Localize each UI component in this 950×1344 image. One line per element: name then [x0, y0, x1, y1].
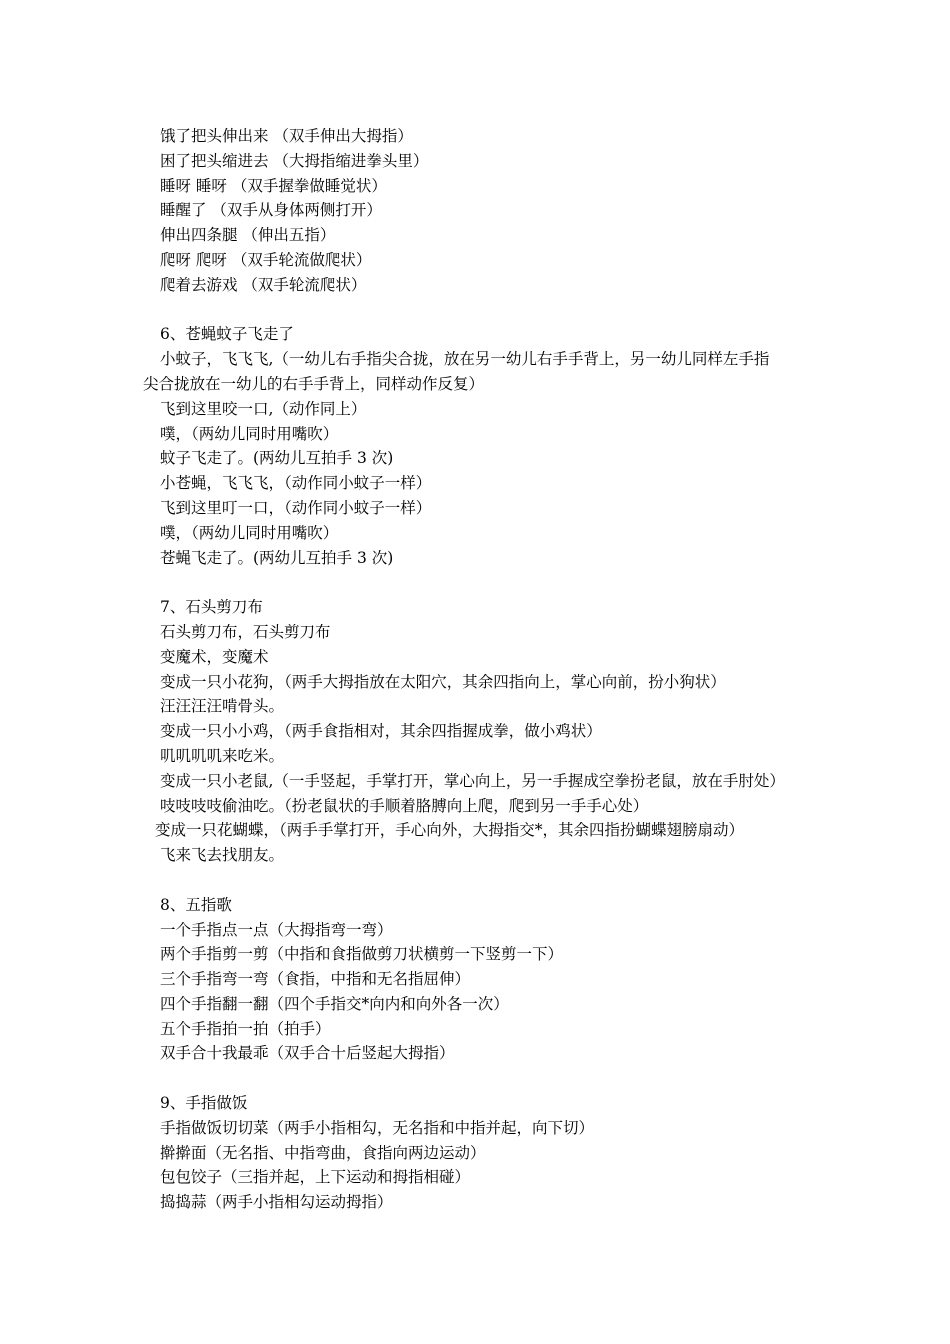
text-line: 爬呀 爬呀 （双手轮流做爬状） [160, 250, 372, 269]
text-line: 伸出四条腿 （伸出五指） [160, 226, 336, 245]
text-line: 变成一只小小鸡，（两手食指相对，其余四指握成拳，做小鸡状） [160, 722, 602, 741]
text-line: 双手合十我最乖（双手合十后竖起大拇指） [160, 1044, 455, 1063]
blank-line [143, 570, 823, 595]
section-heading: 7、石头剪刀布 [160, 598, 263, 617]
blank-line [143, 868, 823, 893]
text-line: 爬着去游戏 （双手轮流爬状） [160, 275, 367, 294]
text-line: 蚊子飞走了。(两幼儿互拍手 3 次) [160, 449, 394, 468]
text-line: 擀擀面（无名指、中指弯曲，食指向两边运动） [160, 1143, 486, 1162]
text-line: 睡呀 睡呀 （双手握拳做睡觉状） [160, 176, 387, 195]
text-line: 手指做饭切切菜（两手小指相勾，无名指和中指并起，向下切） [160, 1118, 595, 1137]
blank-line [143, 1066, 823, 1091]
text-line: 小蚊子，飞飞飞,（一幼儿右手指尖合拢，放在另一幼儿右手手背上，另一幼儿同样左手指 [160, 350, 770, 369]
text-line: 飞到这里咬一口,（动作同上） [160, 399, 367, 418]
text-line: 包包饺子（三指并起，上下运动和拇指相碰） [160, 1168, 471, 1187]
text-line: 变成一只小老鼠,（一手竖起，手掌打开，掌心向上，另一手握成空拳扮老鼠，放在手肘处） [160, 771, 785, 790]
text-line: 五个手指拍一拍（拍手） [160, 1019, 331, 1038]
text-line: 变魔术，变魔术 [160, 647, 269, 666]
text-line: 饿了把头伸出来 （双手伸出大拇指） [160, 127, 413, 145]
document-body [143, 124, 823, 1215]
text-line: 叽叽叽叽来吃米。 [160, 746, 285, 765]
section-heading: 8、五指歌 [160, 895, 232, 914]
text-line: 飞到这里叮一口，（动作同小蚊子一样） [160, 498, 432, 517]
text-line: 捣捣蒜（两手小指相勾运动拇指） [160, 1193, 393, 1212]
text-line: 变成一只花蝴蝶，（两手手掌打开，手心向外，大拇指交*，其余四指扮蝴蝶翅膀扇动） [155, 821, 745, 840]
section-heading: 9、手指做饭 [160, 1094, 248, 1113]
text-line: 两个手指剪一剪（中指和食指做剪刀状横剪一下竖剪一下） [160, 945, 564, 964]
text-line: 小苍蝇，飞飞飞，（动作同小蚊子一样） [160, 474, 432, 493]
text-line: 汪汪汪汪啃骨头。 [160, 697, 285, 716]
section-heading: 6、苍蝇蚊子飞走了 [160, 325, 294, 344]
text-line: 睡醒了 （双手从身体两侧打开） [160, 201, 382, 220]
text-line: 三个手指弯一弯（食指，中指和无名指屈伸） [160, 970, 471, 989]
text-line-continuation: 尖合拢放在一幼儿的右手手背上，同样动作反复） [143, 374, 485, 393]
text-line: 飞来飞去找朋友。 [160, 846, 285, 865]
text-line: 吱吱吱吱偷油吃。（扮老鼠状的手顺着胳膊向上爬，爬到另一手手心处） [160, 796, 649, 815]
blank-line [143, 298, 823, 323]
text-line: 一个手指点一点（大拇指弯一弯） [160, 920, 393, 939]
text-line: 噗，（两幼儿同时用嘴吹） [160, 424, 339, 443]
text-line: 石头剪刀布，石头剪刀布 [160, 622, 331, 641]
text-line: 变成一只小花狗，（两手大拇指放在太阳穴，其余四指向上，掌心向前，扮小狗状） [160, 672, 726, 691]
text-line: 苍蝇飞走了。(两幼儿互拍手 3 次) [160, 548, 394, 567]
text-line: 四个手指翻一翻（四个手指交*向内和向外各一次） [160, 994, 509, 1013]
text-line: 困了把头缩进去 （大拇指缩进拳头里） [160, 151, 429, 170]
text-line: 噗，（两幼儿同时用嘴吹） [160, 523, 339, 542]
